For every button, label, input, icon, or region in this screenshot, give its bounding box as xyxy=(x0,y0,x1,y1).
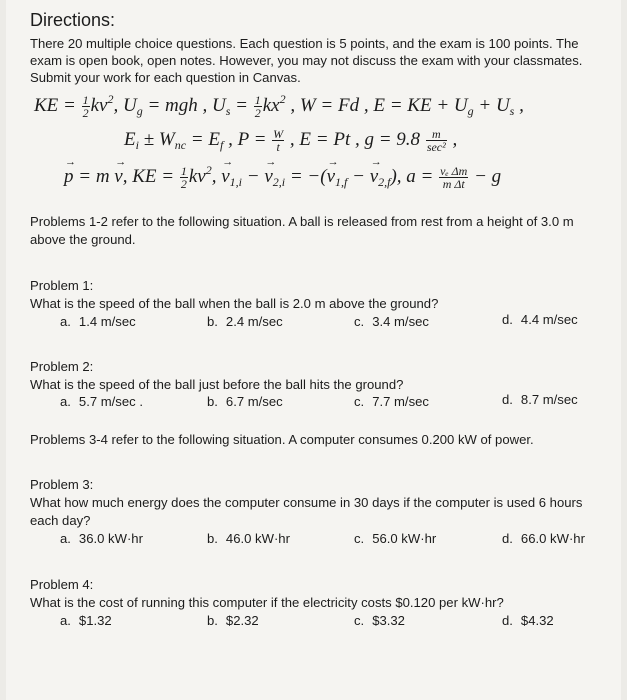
problem-3-title: Problem 3: xyxy=(30,477,94,492)
problem-1-question: What is the speed of the ball when the ball is 2.0 m above the ground? xyxy=(30,296,439,311)
problem-3-option-c[interactable]: c. 56.0 kW·hr xyxy=(354,531,437,546)
problem-1-option-c[interactable]: c. 3.4 m/sec xyxy=(354,314,429,329)
problem-3-question-line-1: What how much energy does the computer consume in 30 days if the computer is used 6 hours xyxy=(30,495,583,510)
problem-1-title: Problem 1: xyxy=(30,278,94,293)
problem-3-option-a[interactable]: a. 36.0 kW·hr xyxy=(60,531,143,546)
formula-row-3: → p = m → v, KE = $\frac{1}{2}$ $kv^2$, → $v_{1,i}$ − → $v_{2,i}$ = −(→ $v_{1,f}$ − → $v_{2,f}$), a = $\frac{\text{vₑ Δm}}{\text{m Δt}}$ − g xyxy=(64,163,501,190)
problem-4-option-a[interactable]: a. $1.32 xyxy=(60,613,112,628)
problem-4-title: Problem 4: xyxy=(30,577,94,592)
problem-3-question-line-2: each day? xyxy=(30,513,91,528)
problem-2-option-c[interactable]: c. 7.7 m/sec xyxy=(354,394,429,409)
problem-2-option-b[interactable]: b. 6.7 m/sec xyxy=(207,394,283,409)
directions-line-3: Submit your work for each question in Canvas. xyxy=(30,70,301,85)
situation-2-line-1: Problems 3-4 refer to the following situation. A computer consumes 0.200 kW of power. xyxy=(30,432,534,447)
problem-1-option-d[interactable]: d. 4.4 m/sec xyxy=(502,312,578,327)
problem-2-title: Problem 2: xyxy=(30,359,94,374)
formula-row-2: $E_i \pm W_{nc} = E_f$ , P = $\frac{W}{t}$ , E = Pt , g = 9.8 $\frac{m}{\text{sec²}}$ , xyxy=(124,127,458,154)
directions-line-1: There 20 multiple choice questions. Each question is 5 points, and the exam is 100 points. The xyxy=(30,36,579,51)
problem-1-option-b[interactable]: b. 2.4 m/sec xyxy=(207,314,283,329)
directions-line-2: exam is open book, open notes. However, you may not discuss the exam with your classmates. xyxy=(30,53,583,68)
problem-4-option-d[interactable]: d. $4.32 xyxy=(502,613,554,628)
problem-3-option-d[interactable]: d. 66.0 kW·hr xyxy=(502,531,585,546)
problem-2-question: What is the speed of the ball just before the ball hits the ground? xyxy=(30,377,404,392)
situation-1-line-1: Problems 1-2 refer to the following situation. A ball is released from rest from a height of 3.0 m xyxy=(30,214,574,229)
situation-1-line-2: above the ground. xyxy=(30,232,136,247)
problem-3-option-b[interactable]: b. 46.0 kW·hr xyxy=(207,531,290,546)
directions-title: Directions: xyxy=(30,10,116,30)
problem-4-option-c[interactable]: c. $3.32 xyxy=(354,613,405,628)
problem-1-option-a[interactable]: a. 1.4 m/sec xyxy=(60,314,136,329)
exam-sheet xyxy=(6,0,621,700)
problem-2-option-d[interactable]: d. 8.7 m/sec xyxy=(502,392,578,407)
problem-2-option-a[interactable]: a. 5.7 m/sec . xyxy=(60,394,143,409)
formula-row-1: KE = $\frac{1}{2}$ $kv^2$, $U_g$ = mgh , $U_s$ = $\frac{1}{2}$ $kx^2$ , W = Fd , E = KE + $U_g + U_s$ , xyxy=(34,92,524,121)
problem-4-question: What is the cost of running this computer if the electricity costs $0.120 per kW·hr? xyxy=(30,595,504,610)
problem-4-option-b[interactable]: b. $2.32 xyxy=(207,613,259,628)
